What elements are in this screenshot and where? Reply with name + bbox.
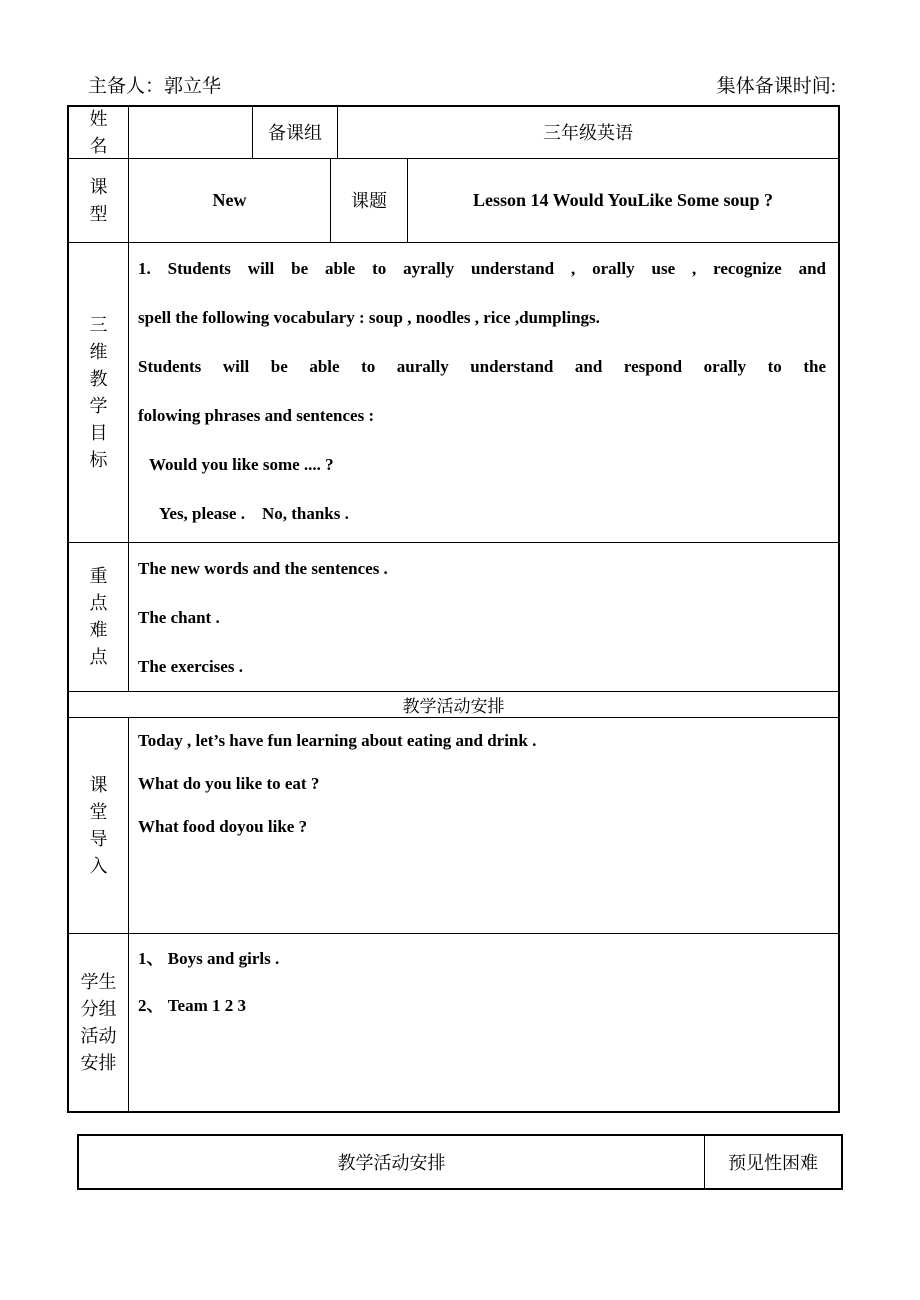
name-label-cell (69, 107, 129, 159)
footer-difficulties-cell (705, 1136, 841, 1188)
grouping-label: 学生分组活动安排 (80, 971, 117, 1073)
activities-banner-cell (69, 692, 838, 718)
activities-banner: 教学活动安排 (402, 697, 505, 716)
objective-line: folowing phrases and sentences : (138, 406, 375, 425)
lead-in-line: Today , let’s have fun learning about eating and drink . (138, 731, 537, 750)
group-prep-time-label: 集体备课时间: (716, 76, 836, 97)
key-point-line: The exercises . (138, 657, 243, 676)
topic-value: Lesson 14 Would YouLike Some soup ? (472, 190, 774, 210)
objective-line: Would you like some .... ? (149, 455, 334, 474)
lead-in-line: What do you like to eat ? (138, 774, 320, 793)
key-points-label-cell (69, 543, 129, 692)
prep-group-value-cell (338, 107, 838, 159)
course-type-value-cell (129, 159, 331, 243)
footer-table (77, 1134, 843, 1190)
name-value-cell (129, 107, 253, 159)
objective-line: spell the following vocabulary : soup , noodles , rice ,dumplings. (138, 308, 600, 327)
footer-activities-label: 教学活动安排 (337, 1153, 446, 1173)
grouping-content-cell (129, 934, 838, 1111)
objective-line: Yes, please . No, thanks . (159, 504, 349, 523)
document-header (88, 75, 836, 99)
course-type-label: 课型 (89, 176, 108, 224)
prep-group-label-cell (253, 107, 338, 159)
grouping-line: 2、 Team 1 2 3 (138, 996, 246, 1015)
key-points-label: 重点难点 (89, 566, 108, 667)
objective-line: Students will be able to aurally understand and respond orally to the (138, 357, 826, 376)
prep-group-value: 三年级英语 (543, 122, 633, 143)
topic-value-cell (408, 159, 838, 243)
grouping-label-cell (69, 934, 129, 1111)
course-type-label-cell (69, 159, 129, 243)
lead-in-content-cell (129, 718, 838, 934)
objectives-label-cell (69, 243, 129, 543)
course-type-value: New (212, 190, 247, 210)
topic-label-cell (331, 159, 408, 243)
lesson-plan-table (67, 105, 840, 1113)
lead-in-line: What food doyou like ? (138, 817, 308, 836)
key-point-line: The new words and the sentences . (138, 559, 388, 578)
lead-in-label: 课堂导入 (89, 774, 108, 876)
name-label: 姓名 (89, 108, 108, 156)
footer-activities-cell (79, 1136, 705, 1188)
topic-label: 课题 (351, 190, 387, 211)
objective-line: 1. Students will be able to ayrally understand , orally use , recognize and (138, 259, 826, 278)
prep-group-label: 备课组 (268, 122, 322, 143)
footer-difficulties-label: 预见性困难 (728, 1153, 818, 1173)
prepared-by-label: 主备人：郭立华 (88, 76, 222, 97)
key-points-content-cell (129, 543, 838, 692)
grouping-line: 1、 Boys and girls . (138, 949, 280, 968)
key-point-line: The chant . (138, 608, 220, 627)
objectives-label: 三维教学目标 (89, 314, 108, 470)
lead-in-label-cell (69, 718, 129, 934)
objectives-content-cell (129, 243, 838, 543)
